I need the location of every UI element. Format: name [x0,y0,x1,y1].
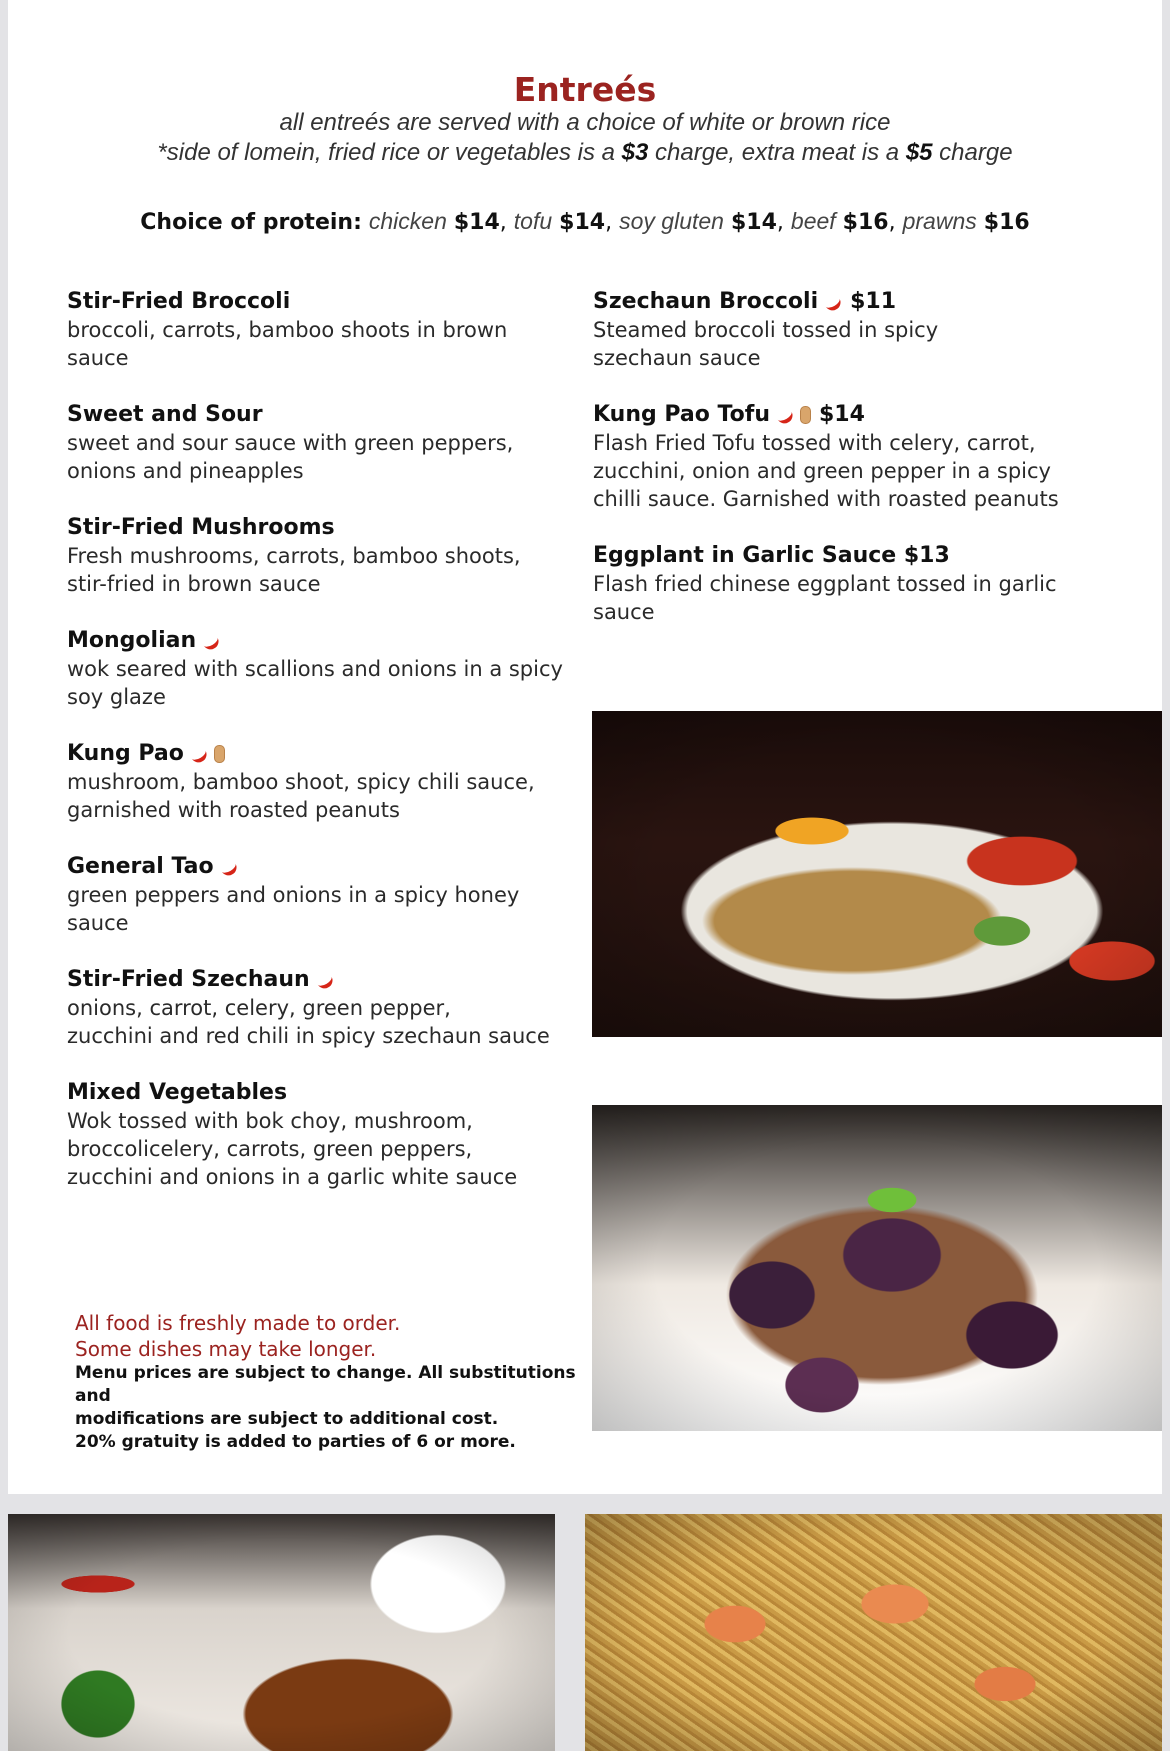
wait-note: Some dishes may take longer. [75,1337,377,1361]
protein-price: $14 [730,210,777,235]
chili-pepper-icon [318,970,334,990]
item-desc: chilli sauce. Garnished with roasted peanuts [593,487,1059,511]
item-desc: Wok tossed with bok choy, mushroom, [67,1109,473,1133]
item-name [593,288,1103,316]
protein-name: beef [790,208,836,234]
item-title: Szechaun Broccoli [593,289,819,314]
item-desc: Flash fried chinese eggplant tossed in garlic [593,572,1057,596]
menu-item [67,401,577,485]
item-name [67,401,577,429]
item-desc: sauce [67,911,129,935]
item-desc: wok seared with scallions and onions in a spicy [67,657,563,681]
menu-item [67,627,587,711]
item-title: Sweet and Sour [67,402,263,427]
rice-note: all entreés are served with a choice of white or brown rice [279,109,891,136]
side-charge-text: *side of lomein, fried rice or vegetables is a [157,139,622,166]
item-desc: sweet and sour sauce with green peppers, [67,431,514,455]
protein-price: $16 [842,210,889,235]
item-title: Kung Pao Tofu [593,402,770,427]
item-desc: soy glaze [67,685,166,709]
menu-item [67,853,577,937]
side-charge-price: $3 [621,139,649,166]
peanut-icon [800,406,811,424]
general-tao-photo [8,1514,555,1751]
item-desc: Steamed broccoli tossed in spicy [593,318,939,342]
item-desc: broccolicelery, carrots, green peppers, [67,1137,473,1161]
charge-suffix: charge [932,139,1013,166]
item-desc: stir-fried in brown sauce [67,572,321,596]
item-name [67,514,577,542]
protein-price: $14 [559,210,606,235]
item-name [67,1079,577,1107]
extra-meat-price: $5 [905,139,933,166]
eggplant-photo [592,1105,1162,1431]
chili-pepper-icon [192,744,208,764]
menu-notes [75,1310,595,1454]
item-desc: Flash Fried Tofu tossed with celery, carrot, [593,431,1036,455]
item-name [593,401,1123,429]
item-desc: onions and pineapples [67,459,304,483]
extra-meat-text: charge, extra meat is a [648,139,906,166]
item-title: Stir-Fried Szechaun [67,967,310,992]
protein-name: chicken [368,208,447,234]
item-desc: onions, carrot, celery, green pepper, [67,996,451,1020]
item-name [67,288,577,316]
menu-item [67,514,577,598]
item-desc: Fresh mushrooms, carrots, bamboo shoots, [67,544,521,568]
item-name [593,542,1123,570]
item-name [67,853,577,881]
protein-label: Choice of protein: [140,210,362,235]
protein-price: $14 [453,210,500,235]
modification-note: modifications are subject to additional cost. [75,1409,499,1429]
item-name [67,966,587,994]
item-title: Stir-Fried Mushrooms [67,515,335,540]
item-title: Mixed Vegetables [67,1080,288,1105]
menu-item [67,1079,577,1191]
chili-pepper-icon [826,292,842,312]
item-title: Stir-Fried Broccoli [67,289,291,314]
lomein-prawns-photo [585,1514,1162,1751]
protein-price: $16 [983,210,1030,235]
gratuity-note: 20% gratuity is added to parties of 6 or more. [75,1432,516,1452]
fresh-note: All food is freshly made to order. [75,1311,401,1335]
protein-name: prawns [902,208,977,234]
item-desc: garnished with roasted peanuts [67,798,400,822]
menu-item [593,401,1123,513]
item-desc: zucchini and red chili in spicy szechaun sauce [67,1024,550,1048]
item-name [67,627,587,655]
item-title: Eggplant in Garlic Sauce $13 [593,543,950,568]
side-charge-note [8,139,1162,167]
item-title: Mongolian [67,628,197,653]
item-title: Kung Pao [67,741,184,766]
protein-name: soy gluten [619,208,724,234]
protein-choices: Choice of protein: chicken $14, tofu $14, soy gluten $14, beef $16, prawns $16 [140,208,1030,235]
item-desc: sauce [593,600,655,624]
stir-fry-photo [592,711,1162,1037]
menu-item [593,288,1103,372]
chili-pepper-icon [222,857,238,877]
menu-item [593,542,1123,626]
page-title: Entreés [513,70,657,109]
item-title: General Tao [67,854,214,879]
peanut-icon [214,745,225,763]
menu-item [67,288,577,372]
protein-name: tofu [513,208,553,234]
item-desc: sauce [67,346,129,370]
chili-pepper-icon [778,405,794,425]
price-note: Menu prices are subject to change. All substitutions and [75,1363,576,1406]
item-price: $14 [818,402,865,427]
item-desc: zucchini and onions in a garlic white sauce [67,1165,518,1189]
item-desc: green peppers and onions in a spicy honey [67,883,520,907]
item-price: $11 [850,289,897,314]
menu-item [67,740,577,824]
item-desc: zucchini, onion and green pepper in a spicy [593,459,1051,483]
item-desc: szechaun sauce [593,346,761,370]
chili-pepper-icon [204,631,220,651]
item-name [67,740,577,768]
item-desc: mushroom, bamboo shoot, spicy chili sauce, [67,770,535,794]
menu-item [67,966,587,1050]
item-desc: broccoli, carrots, bamboo shoots in brown [67,318,508,342]
